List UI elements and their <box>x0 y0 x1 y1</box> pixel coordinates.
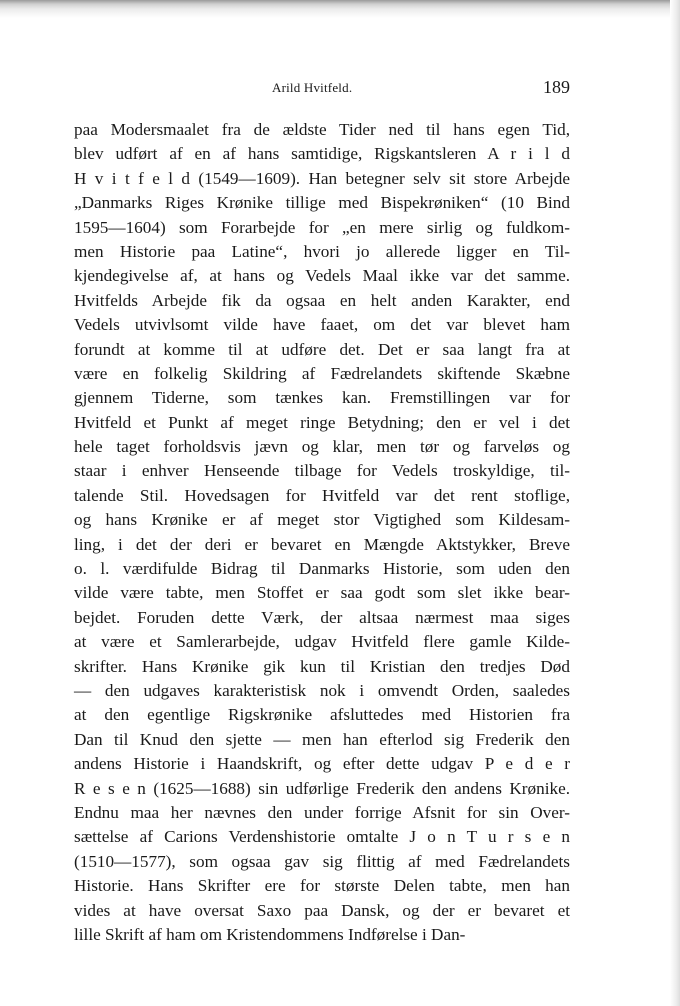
text-line: Vedels utvivlsomt vilde have faaet, om det var blevet ham <box>74 315 570 335</box>
text-line: staar i enhver Henseende tilbage for Vedels troskyldige, til- <box>74 461 570 481</box>
text-line: være en folkelig Skildring af Fædrelandets skiftende Skæbne <box>74 363 570 383</box>
text-line: Endnu maa her nævnes den under forrige Afsnit for sin Over- <box>74 802 570 822</box>
text-line: at den egentlige Rigskrønike afsluttedes med Historien fra <box>74 705 570 725</box>
text-line: talende Stil. Hovedsagen for Hvitfeld var det rent stoflige, <box>74 485 570 505</box>
body-text <box>74 118 570 947</box>
running-head: Arild Hvitfeld. <box>272 80 353 95</box>
text-line: Historie. Hans Skrifter ere for største Delen tabte, men han <box>74 876 570 896</box>
text-line: paa Modersmaalet fra de ældste Tider ned til hans egen Tid, <box>74 120 570 139</box>
text-line: „Danmarks Riges Krønike tillige med Bispekrøniken“ (10 Bind <box>74 193 570 213</box>
text-line: andens Historie i Haandskrift, og efter dette udgav P e d e r <box>74 754 570 774</box>
text-line: men Historie paa Latine“, hvori jo allerede ligger en Til- <box>74 241 570 261</box>
scan-edge-right <box>670 0 680 1006</box>
text-line: o. l. værdifulde Bidrag til Danmarks Historie, som uden den <box>74 559 570 579</box>
text-line: Hvitfelds Arbejde fik da ogsaa en helt anden Karakter, end <box>74 290 570 310</box>
text-line: og hans Krønike er af meget stor Vigtighed som Kildesam- <box>74 510 570 530</box>
text-line: H v i t f e l d (1549—1609). Han betegner selv sit store Arbejde <box>74 168 570 188</box>
scan-edge-top <box>0 0 680 18</box>
text-line: forundt at komme til at udføre det. Det er saa langt fra at <box>74 339 570 359</box>
text-line: gjennem Tiderne, som tænkes kan. Fremstillingen var for <box>74 388 570 408</box>
text-line: bejdet. Foruden dette Værk, der altsaa nærmest maa siges <box>74 607 570 627</box>
text-line: lille Skrift af ham om Kristendommens Indførelse i Dan- <box>74 924 466 944</box>
text-line: at være et Samlerarbejde, udgav Hvitfeld flere gamle Kilde- <box>74 632 570 652</box>
text-line: blev udført af en af hans samtidige, Rigskantsleren A r i l d <box>74 144 570 164</box>
text-line: — den udgaves karakteristisk nok i omvendt Orden, saaledes <box>74 680 570 700</box>
text-line: (1510—1577), som ogsaa gav sig flittig af med Fædrelandets <box>74 851 570 871</box>
page-header <box>74 77 570 104</box>
text-line: ling, i det der deri er bevaret en Mængde Aktstykker, Breve <box>74 534 570 554</box>
text-line: kjendegivelse af, at hans og Vedels Maal ikke var det samme. <box>74 266 570 286</box>
text-line: Dan til Knud den sjette — men han efterlod sig Frederik den <box>74 729 570 749</box>
text-line: vilde være tabte, men Stoffet er saa godt som slet ikke bear- <box>74 583 570 603</box>
text-line: hele taget forholdsvis jævn og klar, men tør og farveløs og <box>74 437 570 457</box>
text-line: R e s e n (1625—1688) sin udførlige Frederik den andens Krønike. <box>74 778 570 798</box>
text-line: vides at have oversat Saxo paa Dansk, og der er bevaret et <box>74 900 570 920</box>
text-line: Hvitfeld et Punkt af meget ringe Betydning; den er vel i det <box>74 412 570 432</box>
text-line: 1595—1604) som Forarbejde for „en mere sirlig og fuldkom- <box>74 217 570 237</box>
text-line: sættelse af Carions Verdenshistorie omtalte J o n T u r s e n <box>74 827 570 847</box>
text-line: skrifter. Hans Krønike gik kun til Kristian den tredjes Død <box>74 656 570 676</box>
page-number: 189 <box>543 77 570 97</box>
